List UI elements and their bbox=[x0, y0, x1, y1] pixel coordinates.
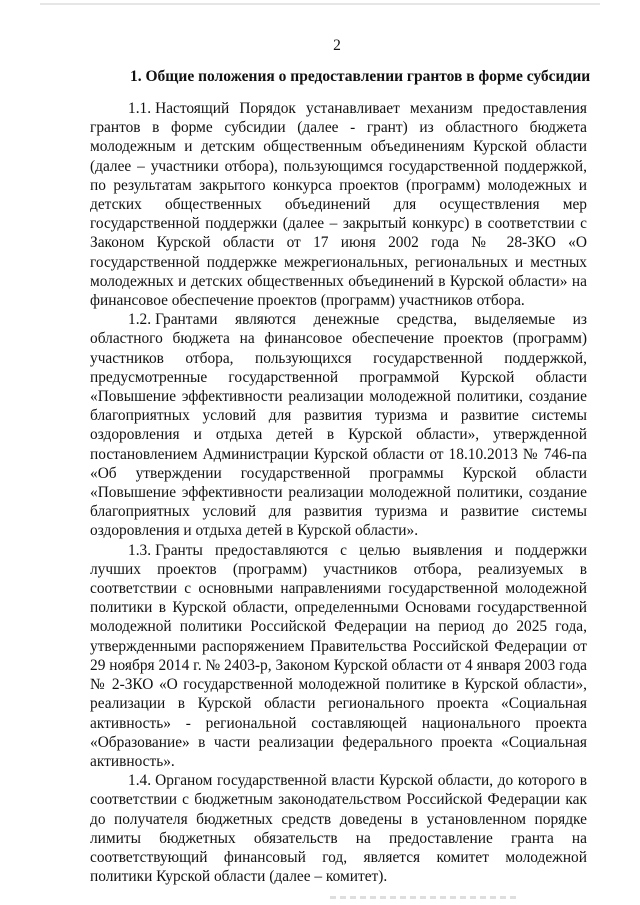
paragraph-text: Органом государственной власти Курской области, до которого в соответствии с бюджетным законодательством Российской Федерации как до получателя бюджетных средств доведены в установленном порядке лимиты бюджетных обязательств на предоставление гранта на соответствующий финансовый год, является комитет молодежной политики Курской области (далее – комитет). bbox=[90, 772, 587, 886]
scan-edge-bottom bbox=[330, 896, 520, 899]
paragraph-1-3 bbox=[90, 541, 587, 771]
paragraph-text: Грантами являются денежные средства, выделяемые из областного бюджета на финансовое обеспечение проектов (программ) участников отбора, пользующихся государственной поддержкой, предусмотренные государственной программой Курской области «Повышение эффективности реализации молодежной политики, создание благоприятных условий для развития туризма и развитие системы оздоровления и отдыха детей в Курской области», утвержденной постановлением Администрации Курской области от 18.10.2013 № 746-па «Об утверждении государственной программы Курской области «Повышение эффективности реализации молодежной политики, создание благоприятных условий для развития туризма и развитие системы оздоровления и отдыха детей в Курской области». bbox=[90, 311, 587, 540]
paragraph-number: 1.2. bbox=[128, 311, 152, 329]
scan-edge-top bbox=[40, 3, 600, 5]
paragraph-number: 1.1. bbox=[128, 100, 152, 117]
paragraph-1-1 bbox=[90, 99, 587, 310]
paragraph-text: Настоящий Порядок устанавливает механизм предоставления грантов в форме субсидии (далее - грант) из областного бюджета молодежным и детским общественным объединениям Курской области (далее – участники отбора), пользующимся государственной поддержкой, по результатам закрытого конкурса проектов (программ) молодежных и детских общественных объединений для осуществления мер государственной поддержки (далее – закрытый конкурс) в соответствии с Законом Курской области от 17 июня 2002 года № 28-ЗКО «О государственной поддержке межрегиональных, региональных и местных молодежных и детских общественных объединений в Курской области» на финансовое обеспечение проектов (программ) участников отбора. bbox=[90, 100, 587, 310]
paragraph-text: Гранты предоставляются с целью выявления и поддержки лучших проектов (программ) участников отбора, реализуемых в соответствии с основными направлениями государственной молодежной политики в Курской области, определенными Основами государственной молодежной политики Российской Федерации на период до 2025 года, утвержденными распоряжением Правительства Российской Федерации от 29 ноября 2014 г. № 2403-р, Законом Курской области от 4 января 2003 года № 2-ЗКО «О государственной молодежной политике в Курской области», реализации в Курской области регионального проекта «Социальная активность» - региональной составляющей национального проекта «Образование» в части реализации федерального проекта «Социальная активность». bbox=[90, 541, 587, 770]
paragraph-1-2 bbox=[90, 310, 587, 540]
paragraph-number: 1.3. bbox=[128, 541, 152, 559]
paragraph-number: 1.4. bbox=[128, 772, 152, 790]
paragraph-1-4 bbox=[90, 771, 587, 886]
document-body bbox=[90, 99, 587, 886]
page-number: 2 bbox=[333, 37, 341, 54]
section-heading: 1. Общие положения о предоставлении грантов в форме субсидии bbox=[130, 68, 591, 85]
